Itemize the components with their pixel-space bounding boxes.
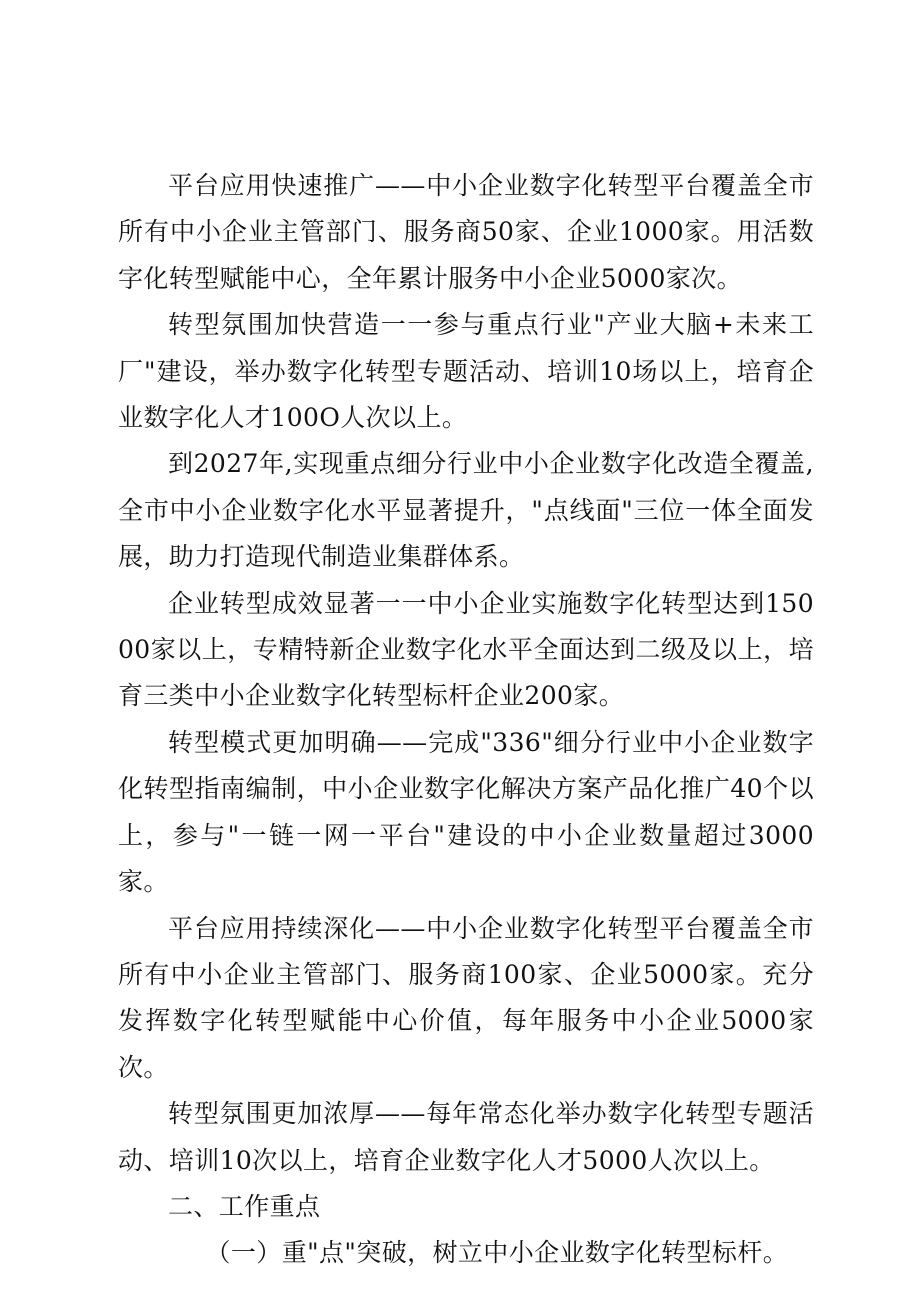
document-body [118, 163, 814, 1277]
paragraph-platform-deepening: 平台应用持续深化——中小企业数字化转型平台覆盖全市所有中小企业主管部门、服务商100家、企业5000家。充分发挥数字化转型赋能中心价值，每年服务中小企业5000家次。 [118, 913, 814, 1082]
paragraph-transformation-model: 转型模式更加明确——完成"336"细分行业中小企业数字化转型指南编制，中小企业数字化解决方案产品化推广40个以上，参与"一链一网一平台"建设的中小企业数量超过3000家。 [118, 727, 814, 897]
section-heading: 二、工作重点 [168, 1191, 321, 1221]
paragraph-atmosphere-building: 转型氛围加快营造一一参与重点行业"产业大脑+未来工厂"建设，举办数字化转型专题活动、培训10场以上，培育企业数字化人才100O人次以上。 [118, 310, 814, 433]
paragraph-platform-promotion: 平台应用快速推广——中小企业数字化转型平台覆盖全市所有中小企业主管部门、服务商50家、企业1000家。用活数字化转型赋能中心，全年累计服务中小企业5000家次。 [118, 171, 814, 293]
paragraph-atmosphere-stronger: 转型氛围更加浓厚——每年常态化举办数字化转型专题活动、培训10次以上，培育企业数字化人才5000人次以上。 [118, 1099, 814, 1175]
subsection-heading: （一）重"点"突破，树立中小企业数字化转型标杆。 [205, 1238, 789, 1268]
paragraph-2027-goal: 到2027年,实现重点细分行业中小企业数字化改造全覆盖,全市中小企业数字化水平显著提升，"点线面"三位一体全面发展，助力打造现代制造业集群体系。 [118, 449, 814, 572]
paragraph-transformation-results: 企业转型成效显著一一中小企业实施数字化转型达到15000家以上，专精特新企业数字化水平全面达到二级及以上，培育三类中小企业数字化转型标杆企业200家。 [118, 588, 814, 711]
